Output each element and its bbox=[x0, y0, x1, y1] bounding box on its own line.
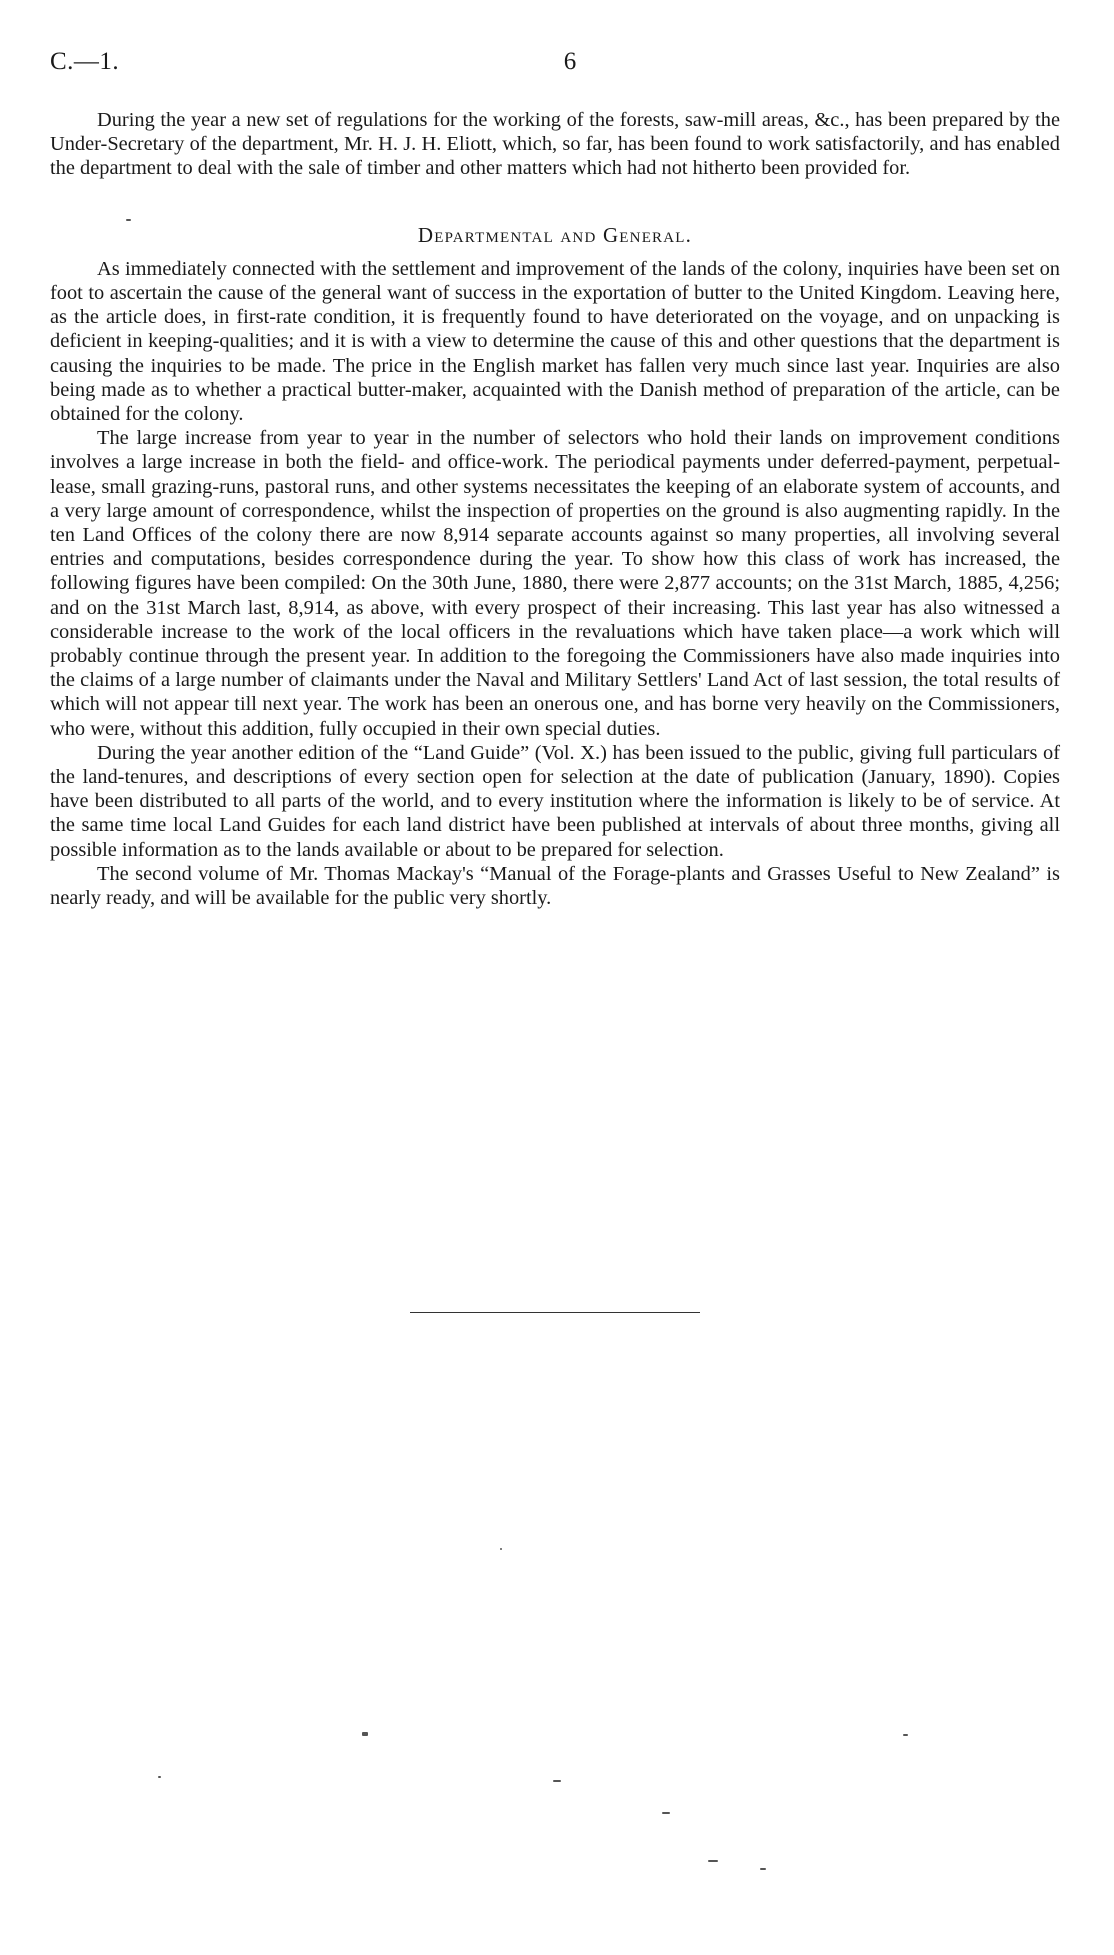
intro-paragraph: During the year a new set of regulations for the working of the forests, saw-mill areas, &c., has been prepared by the Under-Secretary of the department, Mr. H. J. H. Eliott, which, so far, has been found to work satisfactorily, and has enabled the department to deal with the sale of timber and other matters which had not hitherto been provided for. bbox=[50, 109, 1060, 180]
scan-speck bbox=[662, 1812, 670, 1814]
paragraph-butter-export: As immediately connected with the settlement and improvement of the lands of the colony, inquiries have been set on foot to ascertain the cause of the general want of success in the exportation of butter to the United Kingdom. Leaving here, as the article does, in first-rate condition, it is frequently found to have deteriorated on the voyage, and on unpacking is deficient in keeping-qualities; and it is with a view to determine the cause of this and other questions that the department is causing the inquiries to be made. The price in the English market has fallen very much since last year. Inquiries are also being made as to whether a practical butter-maker, acquainted with the Danish method of preparation of the article, can be obtained for the colony. bbox=[50, 257, 1060, 426]
page-header bbox=[50, 48, 1060, 82]
paragraph-selectors-accounts: The large increase from year to year in the number of selectors who hold their lands on improvement conditions involves a large increase in both the field- and office-work. The periodical payments under deferred-payment, perpetual-lease, small grazing-runs, pastoral runs, and other systems necessitates the keeping of an elaborate system of accounts, and a very large amount of correspondence, whilst the inspection of properties on the ground is also augmenting rapidly. In the ten Land Offices of the colony there are now 8,914 separate accounts against so many properties, all involving several entries and computations, besides correspondence during the year. To show how this class of work has increased, the following figures have been compiled: On the 30th June, 1880, there were 2,877 accounts; on the 31st March, 1885, 4,256; and on the 31st March last, 8,914, as above, with every prospect of their increasing. This last year has also witnessed a considerable increase to the work of the local officers in the revaluations which have taken place—a work which will probably continue through the present year. In addition to the foregoing the Commissioners have also made inquiries into the claims of a large number of claimants under the Naval and Military Settlers' Land Act of last session, the total results of which will not appear till next year. The work has been an onerous one, and has borne very heavily on the Commissioners, who were, without this addition, fully occupied in their own special duties. bbox=[50, 427, 1060, 740]
page-number: 6 bbox=[563, 48, 577, 75]
scan-speck bbox=[500, 1548, 502, 1550]
document-reference: C.—1. bbox=[50, 48, 120, 75]
scan-speck bbox=[708, 1860, 718, 1862]
scan-speck bbox=[362, 1732, 368, 1736]
closing-rule bbox=[410, 1312, 700, 1313]
paragraph-forage-manual: The second volume of Mr. Thomas Mackay's “Manual of the Forage-plants and Grasses Useful to New Zealand” is nearly ready, and will be available for the public very shortly. bbox=[50, 862, 1060, 910]
scan-speck bbox=[903, 1734, 908, 1736]
scan-speck bbox=[158, 1776, 161, 1778]
scan-speck bbox=[126, 219, 131, 221]
paragraph-land-guide: During the year another edition of the “Land Guide” (Vol. X.) has been issued to the public, giving full particulars of the land-tenures, and descriptions of every section open for selection at the date of publication (January, 1890). Copies have been distributed to all parts of the world, and to every institution where the information is likely to be of service. At the same time local Land Guides for each land district have been published at intervals of about three months, giving all possible information as to the lands available or about to be prepared for selection. bbox=[50, 741, 1060, 861]
scan-speck bbox=[553, 1780, 561, 1782]
section-heading: Departmental and General. bbox=[417, 222, 693, 247]
scan-speck bbox=[760, 1868, 766, 1870]
body-text bbox=[50, 108, 1060, 910]
